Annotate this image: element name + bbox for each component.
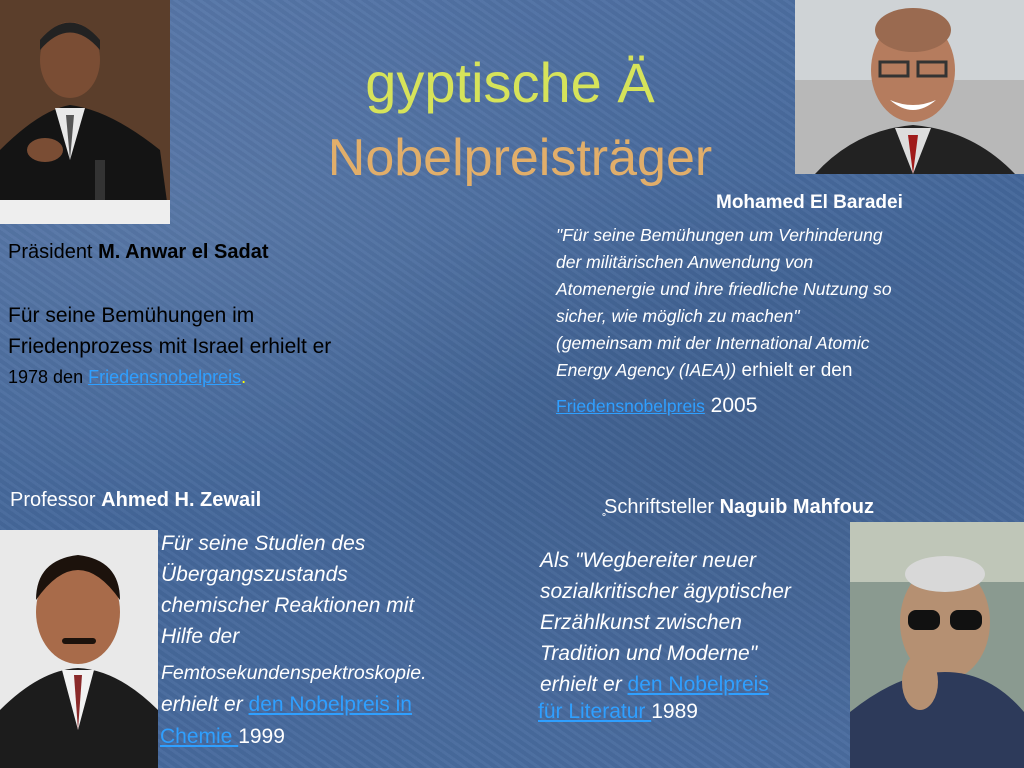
zewail-heading [10,489,261,512]
sadat-block [8,237,408,393]
zewail-desc-line: chemischer Reaktionen mit [161,594,415,617]
baradei-quote [556,222,1016,420]
sadat-heading [8,237,408,268]
sadat-desc-line3: 1978 den [8,367,89,387]
mahfouz-prize-line2 [538,700,698,724]
mahfouz-desc-line: sozialkritischer ägyptischer [540,580,791,603]
zewail-desc-line: Für seine Studien des [161,532,366,555]
zewail-erhielt: erhielt er [161,693,249,716]
sadat-dot: . [241,367,247,387]
zewail-prefix: Professor [10,489,102,511]
baradei-quote-line: "Für seine Bemühungen um Verhinderung [556,225,883,245]
zewail-name: Ahmed H. Zewail [101,489,262,511]
zewail-prize-link-2[interactable]: Chemie [160,725,239,748]
mahfouz-name: Naguib Mahfouz [719,496,875,518]
baradei-prize-link[interactable]: Friedensnobelpreis [556,396,705,416]
baradei-quote-line: Atomenergie und ihre friedliche Nutzung so [556,279,892,299]
zewail-year: 1999 [238,725,285,748]
baradei-quote-line: Energy Agency (IAEA)) [556,360,737,380]
baradei-name: Mohamed El Baradei [716,192,903,213]
page-title-line2: Nobelpreisträger [327,129,713,187]
mahfouz-heading [604,496,874,519]
zewail-prize-link-1[interactable]: den Nobelpreis in [248,693,412,716]
mahfouz-desc-line: Tradition und Moderne" [540,642,758,665]
mahfouz-prize-link-1[interactable]: den Nobelpreis [627,673,769,696]
baradei-year: 2005 [704,394,758,417]
sadat-prefix: Präsident [8,241,99,263]
sadat-desc-line1: Für seine Bemühungen im [8,304,255,327]
mahfouz-erhielt: erhielt er [540,673,628,696]
baradei-quote-line: sicher, wie möglich zu machen" [556,306,800,326]
mahfouz-desc-line: Erzählkunst zwischen [540,611,742,634]
baradei-quote-line: der militärischen Anwendung von [556,252,814,272]
zewail-desc [161,528,501,720]
baradei-photo [795,0,1024,174]
mahfouz-prize-link-2[interactable]: für Literatur [538,700,652,723]
baradei-quote-line: (gemeinsam mit der International Atomic [556,333,870,353]
sadat-name: M. Anwar el Sadat [98,241,269,263]
zewail-desc-line: Übergangszustands [161,563,348,586]
zewail-prize-line2 [160,725,285,749]
zewail-photo [0,530,158,768]
baradei-erhielt: erhielt er den [736,360,853,381]
sadat-desc-line2: Friedenprozess mit Israel erhielt er [8,335,332,358]
mahfouz-desc-line: Als "Wegbereiter neuer [540,549,757,572]
mahfouz-prefix: Schriftsteller [604,496,720,518]
sadat-prize-link[interactable]: Friedensnobelpreis [88,367,242,387]
mahfouz-photo [850,522,1024,768]
zewail-desc-line: Hilfe der [161,625,240,648]
sadat-photo [0,0,170,224]
mahfouz-year: 1989 [651,700,698,723]
mahfouz-desc [540,545,860,700]
page-title-line1: gyptische Ä [365,51,655,114]
zewail-desc-line: Femtosekundenspektroskopie. [161,662,427,684]
